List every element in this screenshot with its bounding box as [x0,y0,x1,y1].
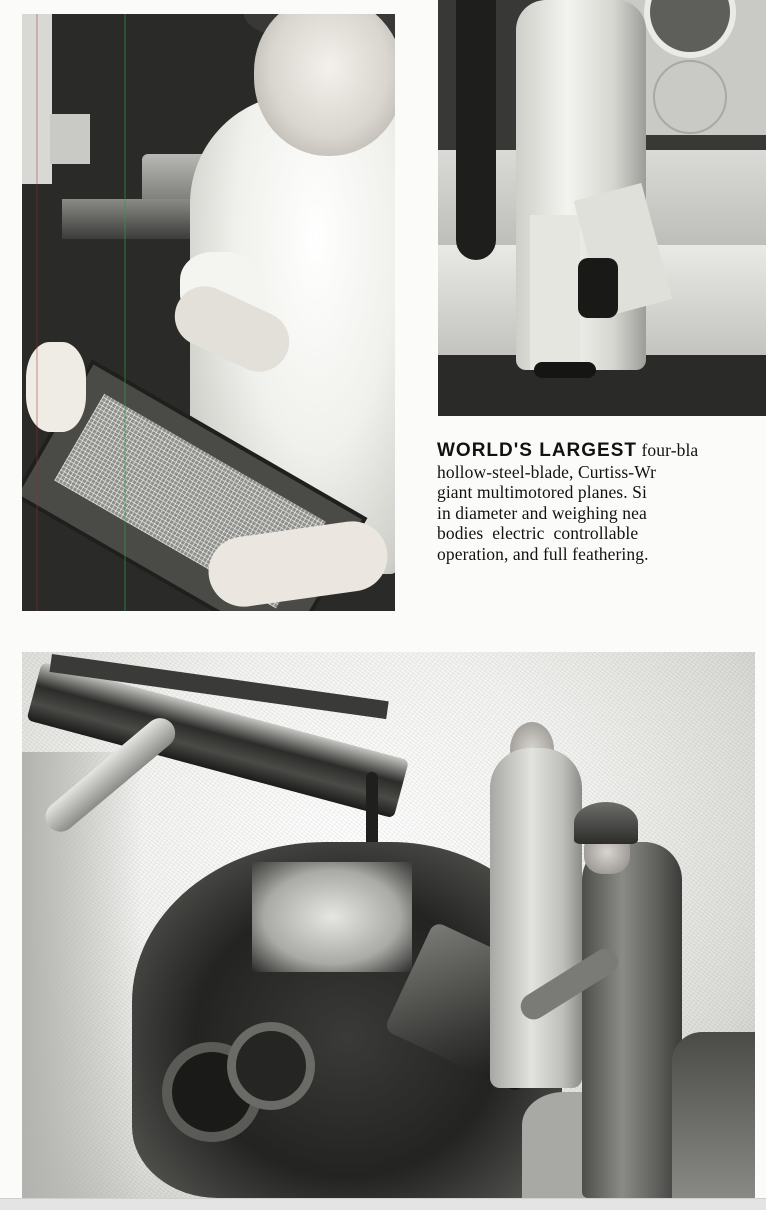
man-in-khaki [490,748,582,1088]
hoist-hook [366,772,378,852]
caption-line-4: in diameter and weighing nea [437,502,647,523]
soldier-in-helmet [582,842,682,1198]
photo-woman-with-screen-tray [22,14,395,611]
caption-line-1: four-bla [637,440,699,460]
scan-line [124,14,126,611]
photo-man-standing-by-propeller [438,0,766,416]
viewer-bottom-bar [0,1198,766,1210]
caption-line-2: hollow-steel-blade, Curtiss-Wr [437,461,657,482]
propeller-blade [456,0,496,260]
caption-line-3: giant multimotored planes. Si [437,482,647,502]
photo-engine-on-hoist [22,652,755,1198]
helmet [574,802,638,844]
caption-line-5: bodies electric controllable [437,523,639,543]
caption-heading: WORLD'S LARGEST [437,440,638,461]
photo-caption [437,440,766,564]
caption-line-6: operation, and full feathering. [437,543,649,564]
